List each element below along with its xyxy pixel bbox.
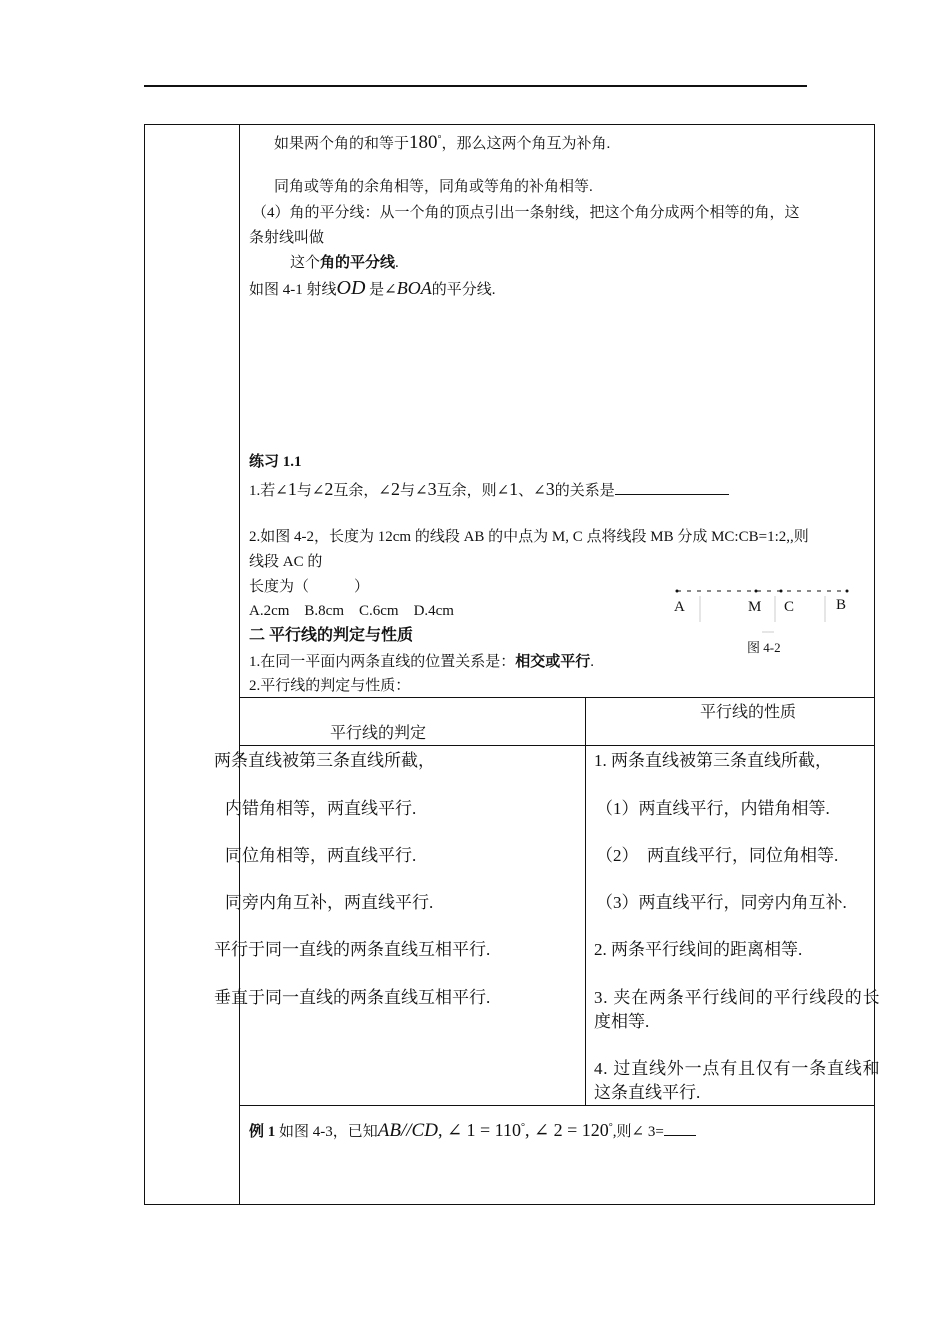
bisector-term: 这个角的平分线. (290, 255, 399, 271)
exercise-question-2-options: A.2cm B.8cm C.6cm D.4cm (249, 603, 454, 619)
bisector-definition-line1: （4）角的平分线：从一个角的顶点引出一条射线，把这个角分成两个相等的角，这 (252, 205, 800, 221)
supplement-definition: 如果两个角的和等于180°，那么这两个角互为补角. (274, 132, 611, 153)
property-row: 这条直线平行. (594, 1083, 701, 1102)
property-row: 4. 过直线外一点有且仅有一条直线和 (594, 1059, 881, 1078)
example-answer-blank (664, 1121, 696, 1136)
section-title: 二 平行线的判定与性质 (249, 627, 414, 644)
inner-table-header-bottom (239, 745, 875, 746)
table-right-border (874, 124, 875, 1205)
property-row: 2. 两条平行线间的距离相等. (594, 940, 803, 959)
criteria-row: 同旁内角互补，两直线平行. (225, 893, 434, 912)
property-row: 度相等. (594, 1012, 650, 1031)
property-row: 3. 夹在两条平行线间的平行线段的长 (594, 988, 881, 1007)
section-item-2: 2.平行线的判定与性质： (249, 678, 411, 694)
point-label-b: B (836, 597, 847, 613)
section-item-1: 1.在同一平面内两条直线的位置关系是：相交或平行. (249, 654, 595, 670)
header-properties: 平行线的性质 (700, 704, 797, 721)
exercise-question-1: 1.若∠1与∠2互余，∠2与∠3互余，则∠1、∠3的关系是 (249, 479, 729, 501)
criteria-row: 垂直于同一直线的两条直线互相平行. (214, 988, 491, 1007)
table-bottom-border (144, 1204, 875, 1205)
column-divider (239, 124, 240, 1205)
table-top-border (144, 124, 875, 125)
property-row: 1. 两条直线被第三条直线所截， (594, 751, 832, 770)
header-rule (144, 85, 807, 87)
criteria-row: 两条直线被第三条直线所截， (214, 751, 435, 770)
figure-4-2 (670, 584, 860, 664)
point-label-c: C (784, 599, 795, 615)
inner-table-top (239, 697, 875, 698)
exercise-question-2-line2: 线段 AC 的 (249, 554, 323, 570)
property-row: （2） 两直线平行，同位角相等. (596, 846, 839, 865)
criteria-row: 内错角相等，两直线平行. (225, 799, 417, 818)
example-1: 例 1 如图 4-3，已知AB//CD, ∠ 1 = 110°, ∠ 2 = 120°,则∠ 3= (249, 1118, 696, 1142)
table-left-border (144, 124, 145, 1205)
criteria-row: 同位角相等，两直线平行. (225, 846, 417, 865)
bisector-definition-line2: 条射线叫做 (249, 230, 325, 246)
inner-table-divider (585, 697, 586, 1106)
figure-4-1-reference: 如图 4-1 射线OD 是∠BOA的平分线. (249, 277, 496, 299)
answer-blank (615, 480, 729, 495)
property-row: （1）两直线平行，内错角相等. (596, 799, 830, 818)
header-criteria: 平行线的判定 (330, 725, 427, 742)
figure-caption: 图 4-2 (747, 640, 781, 655)
point-label-m: M (748, 599, 762, 615)
exercise-question-2-line1: 2.如图 4-2，长度为 12cm 的线段 AB 的中点为 M, C 点将线段 MB 分成 MC:CB=1:2,,则 (249, 529, 809, 545)
inner-table-bottom (239, 1105, 875, 1106)
angle-property-text: 同角或等角的余角相等，同角或等角的补角相等. (274, 179, 593, 195)
point-label-a: A (674, 599, 685, 615)
exercise-question-2-line3: 长度为（ ） (249, 579, 370, 595)
criteria-row: 平行于同一直线的两条直线互相平行. (214, 940, 491, 959)
property-row: （3）两直线平行，同旁内角互补. (596, 893, 847, 912)
exercise-title: 练习 1.1 (249, 454, 302, 470)
